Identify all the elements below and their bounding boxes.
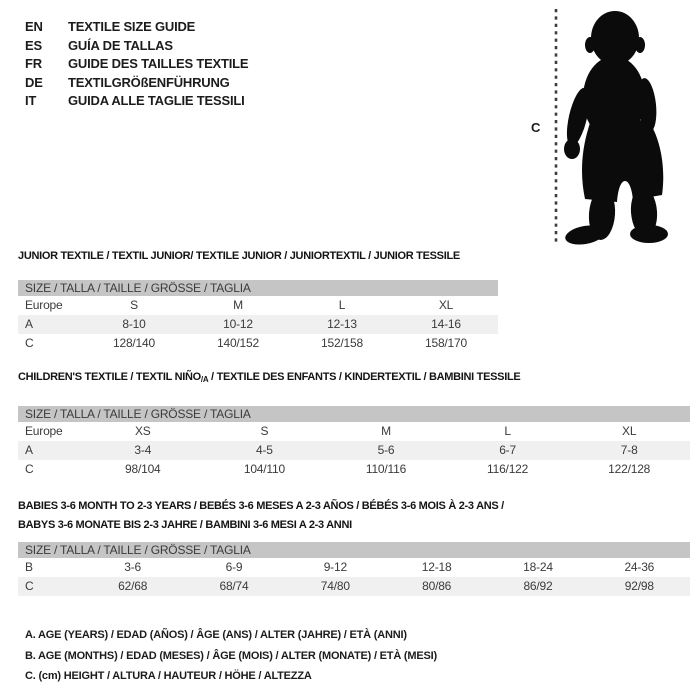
table-cell: 5-6	[377, 443, 395, 457]
table-cell: 10-12	[223, 317, 253, 331]
table-row-height	[18, 577, 690, 596]
table-row-europe	[18, 422, 690, 441]
table-row-age	[18, 315, 498, 334]
table-cell: M	[381, 424, 391, 438]
table-cell: 110/116	[365, 462, 407, 476]
language-row	[25, 37, 248, 56]
title-subscript: /A	[200, 375, 209, 384]
table-cell: 128/140	[113, 336, 155, 350]
table-row-europe	[18, 296, 498, 315]
language-row	[25, 18, 248, 37]
language-row	[25, 92, 248, 111]
language-title: GUIDA ALLE TAGLIE TESSILI	[68, 93, 245, 109]
row-label: A	[25, 317, 33, 331]
language-code: FR	[25, 56, 42, 72]
table-cell: 9-12	[323, 560, 347, 574]
table-cell: 3-6	[124, 560, 142, 574]
table-cell: 158/170	[425, 336, 467, 350]
table-cell: 12-18	[421, 560, 452, 574]
table-cell: 86/92	[523, 579, 553, 593]
footnote-age-years: A. AGE (YEARS) / EDAD (AÑOS) / ÂGE (ANS) / ALTER (JAHRE) / ETÀ (ANNI)	[25, 629, 407, 641]
junior-table-title: JUNIOR TEXTILE / TEXTIL JUNIOR/ TEXTILE JUNIOR / JUNIORTEXTIL / JUNIOR TESSILE	[18, 250, 460, 262]
babies-table-title	[18, 497, 690, 534]
table-row-age	[18, 441, 690, 460]
table-cell: 7-8	[620, 443, 638, 457]
language-title: TEXTILGRÖßENFÜHRUNG	[68, 74, 230, 90]
footnote-legend	[25, 625, 437, 687]
children-table-title	[18, 371, 690, 386]
table-cell: L	[338, 298, 346, 312]
table-cell: 6-7	[499, 443, 516, 457]
title-text: / TEXTILE DES ENFANTS / KINDERTEXTIL / BAMBINI TESSILE	[208, 371, 521, 383]
table-row-months	[18, 558, 690, 577]
table-cell: 74/80	[320, 579, 350, 593]
language-title: TEXTILE SIZE GUIDE	[68, 19, 196, 34]
row-label: B	[25, 560, 33, 574]
language-row	[25, 74, 248, 93]
table-cell: 4-5	[256, 443, 273, 457]
language-title: GUÍA DE TALLAS	[68, 37, 173, 53]
title-text: CHILDREN'S TEXTILE / TEXTIL NIÑO	[18, 371, 201, 383]
table-cell: 92/98	[624, 579, 654, 593]
language-title: GUIDE DES TAILLES TEXTILE	[68, 56, 249, 72]
row-label: Europe	[25, 298, 63, 312]
babies-size-header: SIZE / TALLA / TAILLE / GRÖSSE / TAGLIA	[18, 542, 690, 558]
table-cell: 152/158	[321, 336, 363, 350]
table-cell: 140/152	[217, 336, 259, 350]
table-cell: 80/86	[422, 579, 452, 593]
table-cell: 62/68	[118, 579, 148, 593]
junior-table-section	[18, 250, 498, 353]
table-cell: XS	[134, 424, 151, 438]
table-cell: 12-13	[327, 317, 357, 331]
language-title-list	[25, 18, 248, 111]
babies-table-section	[18, 497, 690, 596]
language-row	[25, 55, 248, 74]
table-cell: XL	[438, 298, 454, 312]
row-label: C	[25, 336, 34, 350]
table-cell: L	[504, 424, 511, 438]
children-table-section	[18, 371, 690, 479]
baby-silhouette-icon	[548, 5, 698, 245]
table-row-height	[18, 460, 690, 479]
table-cell: 6-9	[225, 560, 243, 574]
language-code: EN	[25, 19, 43, 34]
row-label: C	[25, 462, 34, 476]
table-cell: 24-36	[624, 560, 655, 574]
title-line: BABIES 3-6 MONTH TO 2-3 YEARS / BEBÉS 3-6 MESES A 2-3 AÑOS / BÉBÉS 3-6 MOIS À 2-3 ANS /	[18, 500, 504, 512]
children-size-header: SIZE / TALLA / TAILLE / GRÖSSE / TAGLIA	[18, 406, 690, 422]
row-label: C	[25, 579, 34, 593]
table-cell: 116/122	[487, 462, 529, 476]
junior-size-header: SIZE / TALLA / TAILLE / GRÖSSE / TAGLIA	[18, 280, 498, 296]
language-code: ES	[25, 37, 42, 53]
table-cell: 104/110	[243, 462, 285, 476]
table-cell: S	[130, 298, 138, 312]
title-line: BABYS 3-6 MONATE BIS 2-3 JAHRE / BAMBINI 3-6 MESI A 2-3 ANNI	[18, 518, 352, 531]
table-cell: M	[233, 298, 243, 312]
table-cell: 68/74	[219, 579, 249, 593]
table-cell: 3-4	[134, 443, 152, 457]
footnote-height: C. (cm) HEIGHT / ALTURA / HAUTEUR / HÖHE / ALTEZZA	[25, 670, 312, 683]
row-label: Europe	[25, 424, 63, 438]
table-cell: 98/104	[125, 462, 161, 476]
table-cell: 18-24	[523, 560, 553, 574]
table-cell: 122/128	[608, 462, 651, 476]
table-cell: 8-10	[122, 317, 146, 331]
language-code: DE	[25, 74, 43, 90]
language-code: IT	[25, 93, 37, 109]
table-cell: S	[260, 424, 269, 438]
table-cell: XL	[622, 424, 637, 438]
table-cell: 14-16	[431, 317, 461, 331]
table-row-height	[18, 334, 498, 353]
footnote-age-months: B. AGE (MONTHS) / EDAD (MESES) / ÂGE (MOIS) / ALTER (MONATE) / ETÀ (MESI)	[25, 649, 437, 662]
row-label: A	[25, 443, 33, 457]
height-measure-label: C	[531, 120, 541, 135]
baby-silhouette-shape	[562, 11, 668, 245]
